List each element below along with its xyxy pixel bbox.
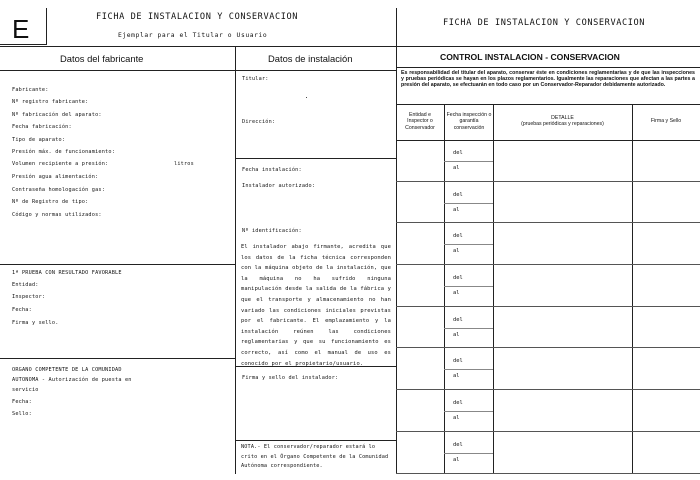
control-intro: Es responsabilidad del titular del aparato, conservar éste en condiciones reglamentarias y de que las inspecciones y pruebas periódicas se hayan en los plazos reglamentarios. Igualmente las reparaciones que afectan a las partes a presión del aparato, se efectuarán en todo caso por un Conservador-Reparador debidamente autorizado. — [401, 70, 695, 89]
field-fecha-instalacion: Fecha instalación: — [242, 167, 302, 173]
row-al-label: al — [453, 164, 460, 171]
fabricante-field: Fabricante: — [12, 87, 49, 93]
control-heading: CONTROL INSTALACION - CONSERVACION — [440, 52, 620, 62]
nota-text: NOTA.- El conservador/reparador estará lo crito en el Órgano Competente de la Comunidad Autónoma correspondiente. — [241, 444, 389, 469]
titular-mark — [306, 97, 307, 98]
declaration-text: El instalador abajo firmante, acredita que los datos de la ficha técnica corresponden con la máquina objeto de la instalación, que la máquina no ha sufrido ninguna manipulación desde la salida de la fábrica y que el transporte y almacenamiento no han variado las condiciones iniciales previstas por el fabricante. El emplazamiento y la instalación reúnen las condiciones reglamentarias y que su funcionamiento es correcto, así como el manual de uso es conocido por el propietario/usuario. — [241, 244, 391, 367]
control-heading-line — [396, 67, 700, 68]
organo-line: servicio — [12, 387, 39, 393]
col-detalle-sub: (pruebas periódicas y reparaciones) — [521, 121, 604, 127]
fab-sep-2 — [0, 358, 235, 359]
row-del-label: del — [453, 441, 463, 448]
control-row[interactable] — [396, 432, 700, 474]
left-col-divider — [235, 46, 236, 474]
organo-line: AUTONOMA - Autorización de puesta en — [12, 377, 132, 383]
fabricante-field: Nº fabricación del aparato: — [12, 112, 102, 118]
field-titular: Titular: — [242, 76, 269, 82]
row-mid-line — [444, 244, 493, 245]
row-al-label: al — [453, 331, 460, 338]
row-al-label: al — [453, 456, 460, 463]
row-mid-line — [444, 369, 493, 370]
inst-sep-3 — [235, 440, 396, 441]
prueba-field: Inspector: — [12, 294, 46, 300]
row-mid-line — [444, 328, 493, 329]
control-row[interactable] — [396, 307, 700, 349]
col-entidad: Entidad e Inspector o Conservador — [405, 112, 435, 131]
control-row[interactable] — [396, 182, 700, 224]
left-header-top-line — [0, 46, 396, 47]
row-del-label: del — [453, 316, 463, 323]
col-detalle: DETALLE — [551, 115, 574, 121]
fab-sep-1 — [0, 264, 235, 265]
control-row[interactable] — [396, 140, 700, 182]
row-mid-line — [444, 411, 493, 412]
row-del-label: del — [453, 400, 463, 407]
inst-sep-1 — [235, 158, 396, 159]
header-letter-box — [0, 8, 47, 45]
col-firma: Firma y Sello — [650, 118, 682, 124]
row-del-label: del — [453, 191, 463, 198]
control-row[interactable] — [396, 265, 700, 307]
control-top-line — [396, 46, 700, 47]
row-mid-line — [444, 286, 493, 287]
fabricante-field: Volumen recipiente a presión: — [12, 161, 109, 167]
control-row[interactable] — [396, 349, 700, 391]
row-bottom-line — [396, 473, 700, 474]
row-al-label: al — [453, 206, 460, 213]
unit-litros: litros — [174, 161, 194, 167]
left-header-bottom-line — [0, 70, 396, 71]
row-al-label: al — [453, 373, 460, 380]
fabricante-heading: Datos del fabricante — [60, 53, 144, 64]
col-fecha: Fecha inspección o garantía conservación — [446, 112, 492, 131]
instalacion-heading: Datos de instalación — [268, 53, 353, 64]
header-right-title: FICHA DE INSTALACION Y CONSERVACION — [443, 18, 646, 28]
fabricante-field: Tipo de aparato: — [12, 137, 66, 143]
fabricante-field: Código y normas utilizados: — [12, 212, 102, 218]
field-direccion: Dirección: — [242, 119, 276, 125]
row-mid-line — [444, 203, 493, 204]
row-del-label: del — [453, 233, 463, 240]
control-row[interactable] — [396, 223, 700, 265]
row-al-label: al — [453, 248, 460, 255]
row-del-label: del — [453, 358, 463, 365]
fabricante-field: Presión agua alimentación: — [12, 174, 99, 180]
row-al-label: al — [453, 415, 460, 422]
field-n-identificacion: Nº identificación: — [242, 228, 302, 234]
field-instalador: Instalador autorizado: — [242, 183, 316, 189]
organo-field: Sello: — [12, 411, 32, 417]
field-firma-instalador: Firma y sello del instalador: — [242, 375, 339, 381]
header-title: FICHA DE INSTALACION Y CONSERVACION — [96, 12, 299, 22]
prueba-field: Fecha: — [12, 307, 32, 313]
prueba-title: 1ª PRUEBA CON RESULTADO FAVORABLE — [12, 270, 122, 276]
prueba-field: Entidad: — [12, 282, 39, 288]
row-mid-line — [444, 161, 493, 162]
row-al-label: al — [453, 289, 460, 296]
fabricante-field: Nº registro fabricante: — [12, 99, 89, 105]
fabricante-field: Fecha fabricación: — [12, 124, 72, 130]
header-subtitle: Ejemplar para el Titular o Usuario — [118, 32, 268, 39]
header-letter: E — [12, 14, 30, 44]
control-row[interactable] — [396, 390, 700, 432]
prueba-field: Firma y sello. — [12, 320, 59, 326]
control-table-top — [396, 104, 700, 105]
row-mid-line — [444, 453, 493, 454]
organo-field: Fecha: — [12, 399, 32, 405]
fabricante-field: Nº de Registro de tipo: — [12, 199, 89, 205]
inst-sep-2 — [235, 366, 396, 367]
row-del-label: del — [453, 149, 463, 156]
organo-line: ORGANO COMPETENTE DE LA COMUNIDAD — [12, 367, 122, 373]
row-del-label: del — [453, 274, 463, 281]
fabricante-field: Presión máx. de funcionamiento: — [12, 149, 116, 155]
fabricante-field: Contraseña homologación gas: — [12, 187, 106, 193]
